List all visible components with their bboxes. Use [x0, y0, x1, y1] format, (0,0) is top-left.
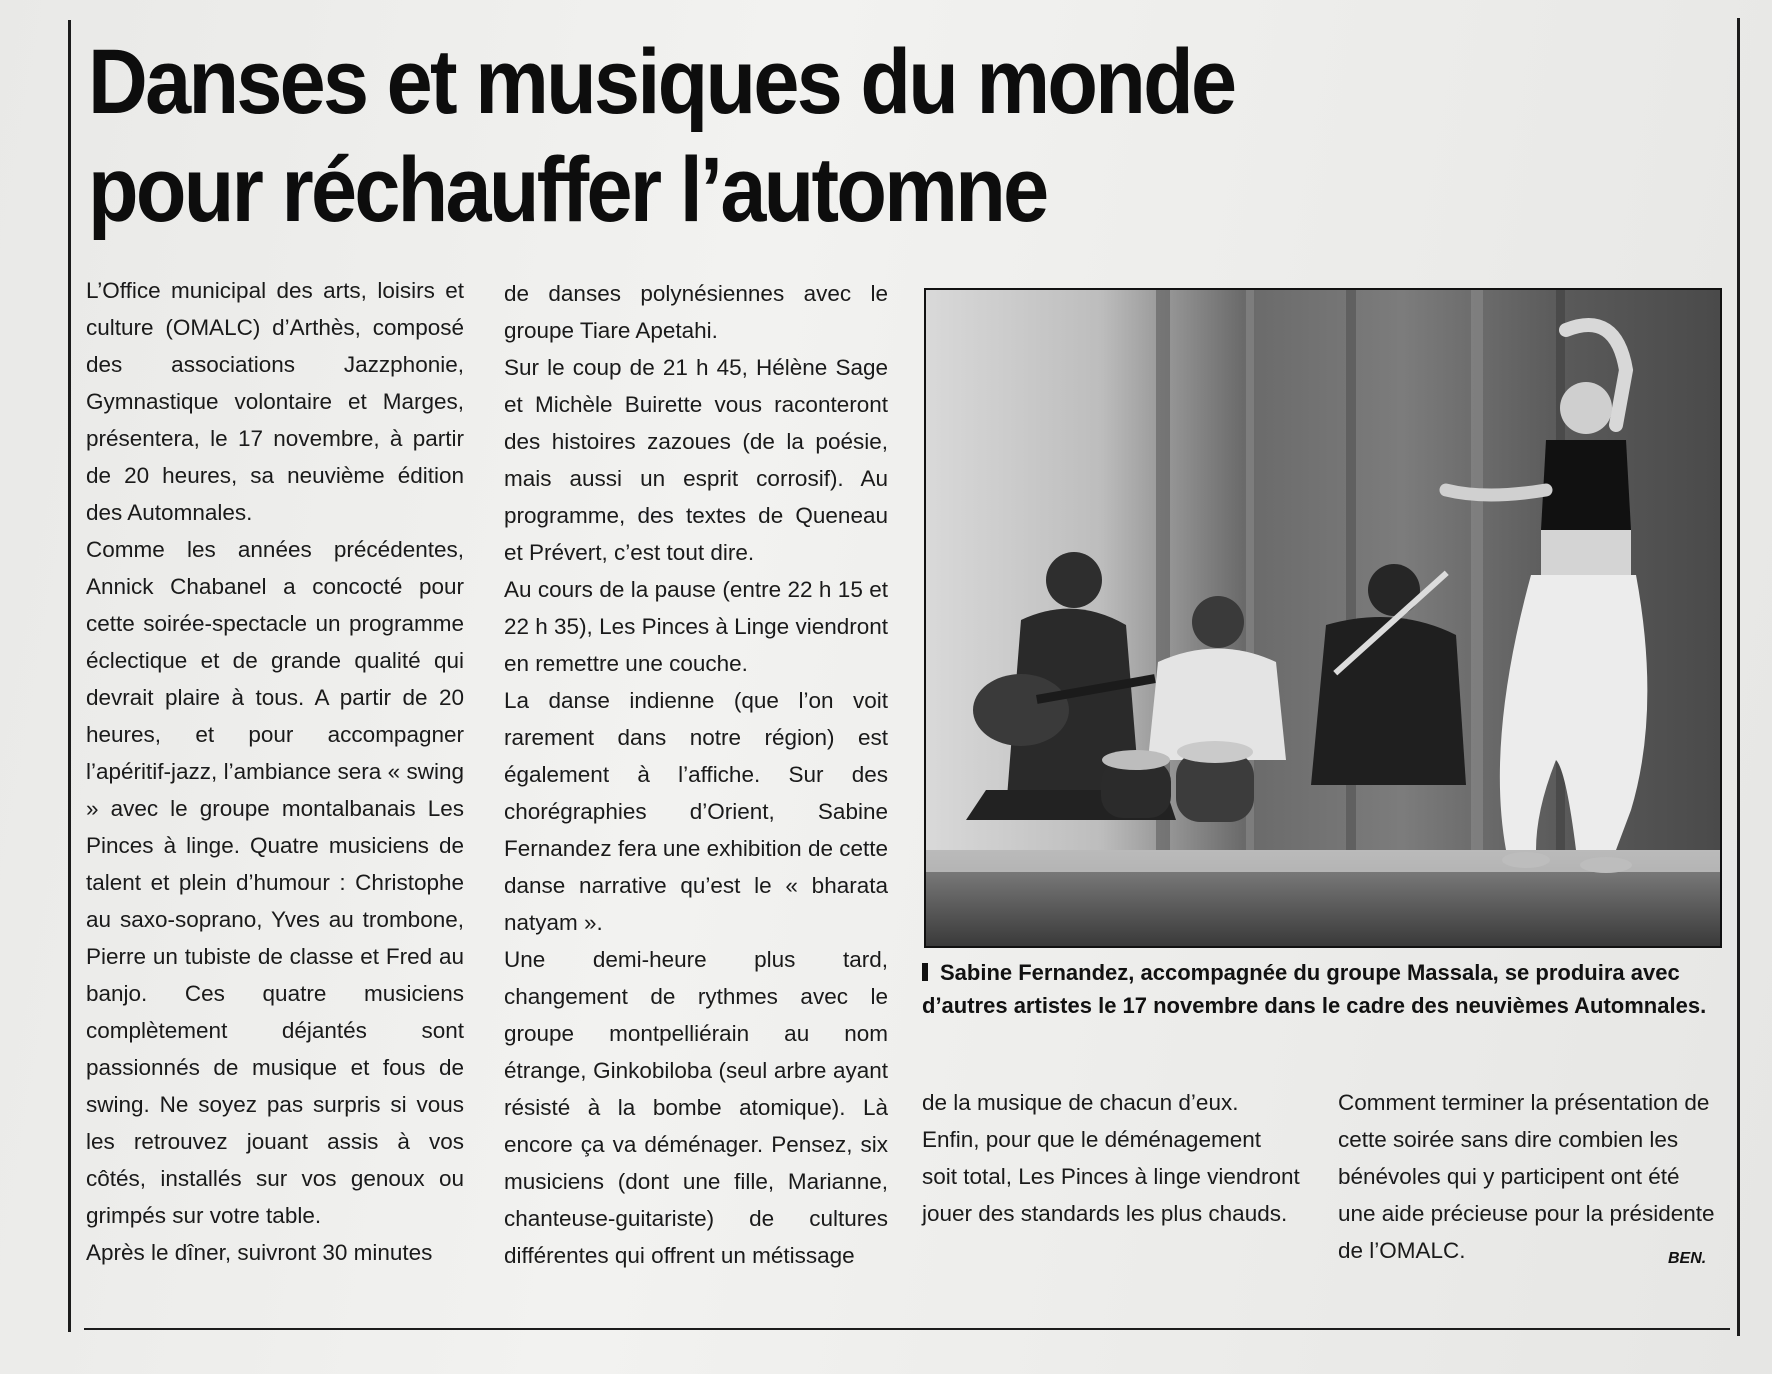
- headline-line-1: Danses et musiques du monde: [88, 31, 1235, 133]
- paragraph: Enfin, pour que le déménagement soit total, Les Pinces à linge viendront jouer des standards les plus chauds.: [922, 1127, 1300, 1226]
- paragraph: Comment terminer la présentation de cette soirée sans dire combien les bénévoles qui y participent ont été une aide précieuse pour la présidente de l’OMALC.: [1338, 1090, 1715, 1263]
- photo-caption: [922, 956, 1722, 1022]
- text-column-2: [504, 275, 888, 1274]
- paragraph: de danses polynésiennes avec le groupe Tiare Apetahi.: [504, 281, 888, 343]
- article-headline: [88, 28, 1492, 244]
- paragraph: de la musique de chacun d’eux.: [922, 1090, 1239, 1115]
- author-signature: BEN.: [1668, 1250, 1707, 1267]
- bottom-rule: [84, 1328, 1730, 1330]
- left-column-rule: [68, 20, 71, 1332]
- paragraph: La danse indienne (que l’on voit rarement dans notre région) est également à l’affiche. Sur des chorégraphies d’Orient, Sabine Fernandez fera une exhibition de cette danse narrative qu’est le « bharata natyam ».: [504, 688, 889, 935]
- paragraph: Une demi-heure plus tard, changement de rythmes avec le groupe montpelliérain au nom étrange, Ginkobiloba (seul arbre ayant résisté à la bombe atomique). Là encore ça va déménager. Pensez, six musiciens (dont une fille, Marianne, chanteuse-guitariste) de cultures différentes qui offrent un métissage: [504, 947, 888, 1268]
- paragraph: Sur le coup de 21 h 45, Hélène Sage et Michèle Buirette vous raconteront des histoires zazoues (de la poésie, mais aussi un esprit corrosif). Au programme, des textes de Queneau et Prévert, c’est tout dire.: [504, 355, 888, 565]
- headline-line-2: pour réchauffer l’automne: [88, 139, 1047, 241]
- text-column-4: [1338, 1084, 1718, 1269]
- text-column-1: [86, 272, 464, 1271]
- caption-text: Sabine Fernandez, accompagnée du groupe Massala, se produira avec d’autres artistes le 17 novembre dans le cadre des neuvièmes Automnales.: [922, 960, 1707, 1018]
- text-column-3: [922, 1084, 1300, 1232]
- article-photo: [924, 288, 1722, 948]
- caption-marker: [922, 963, 928, 981]
- paragraph: L’Office municipal des arts, loisirs et culture (OMALC) d’Arthès, composé des associations Jazzphonie, Gymnastique volontaire et Marges, présentera, le 17 novembre, à partir de 20 heures, sa neuvième édition des Automnales.: [86, 278, 464, 525]
- photo-dancer-and-musicians: [926, 290, 1720, 946]
- right-column-rule: [1737, 18, 1740, 1336]
- paragraph: Au cours de la pause (entre 22 h 15 et 22 h 35), Les Pinces à Linge viendront en remettre une couche.: [504, 577, 889, 676]
- paragraph: Comme les années précédentes, Annick Chabanel a concocté pour cette soirée-spectacle un programme éclectique et de grande qualité qui devrait plaire à tous. A partir de 20 heures, et pour accompagner l’apéritif-jazz, l’ambiance sera « swing » avec le groupe montalbanais Les Pinces à linge. Quatre musiciens de talent et plein d’humour : Christophe au saxo-soprano, Yves au trombone, Pierre un tubiste de classe et Fred au banjo. Ces quatre musiciens complètement déjantés sont passionnés de musique et fous de swing. Ne soyez pas surpris si vous les retrouvez jouant assis à vos côtés, installés sur vos genoux ou grimpés sur votre table.: [86, 537, 464, 1228]
- paragraph: Après le dîner, suivront 30 minutes: [86, 1240, 433, 1265]
